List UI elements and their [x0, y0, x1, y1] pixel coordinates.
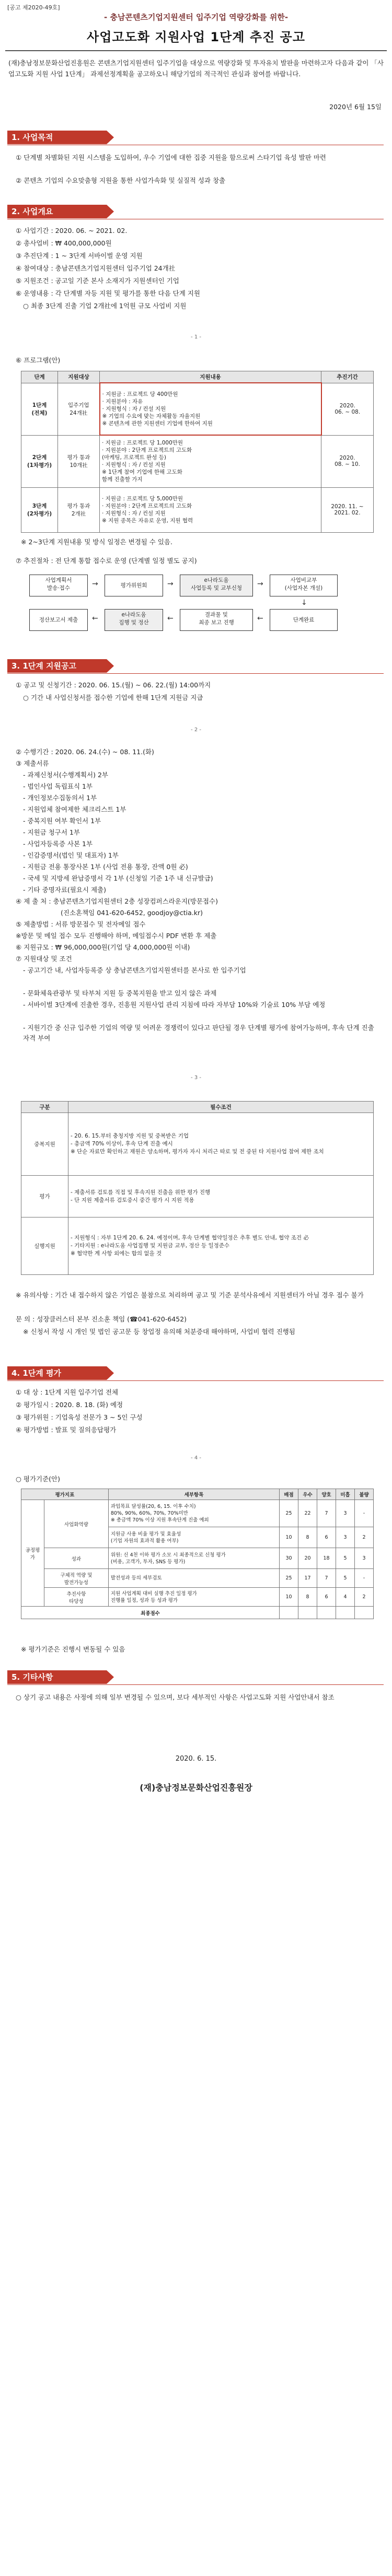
- table-row: 실행지원 - 지원형식 : 자부 1단계 20. 6. 24. 예정이며, 후속 단계별 협약일정은 추후 별도 안내, 협약 조건 必 - 기타지원 : e나라도움 사업집행 및 지원금 교부, 정산 등 일정준수 ※ 협약한 계 사항 외에는 합의 없을 것: [21, 1217, 374, 1275]
- table-header: 세부항목: [108, 1489, 279, 1500]
- table-row: 중복지원 - 20. 6. 15.부터 충청지방 지원 및 중복받은 기업 - 총금액 70% 이상이, 후속 단계 진출 예시 ※ 단순 자료만 확인하고 재원은 양소하며, 평가자 자시 처리근 따로 및 전 중된 타 지원사업 참여 제한 조치: [21, 1113, 374, 1176]
- notice-item: ○ 기간 내 사업신청서를 접수한 기업에 한해 1단계 지원금 지급: [23, 694, 203, 701]
- doc-item: - 사업자등록증 사본 1부: [23, 840, 93, 848]
- program-label: ⑥ 프로그램(안): [16, 356, 61, 364]
- section-title: 4. 1단계 평가: [7, 1366, 107, 1380]
- table-header: 불량: [355, 1489, 374, 1500]
- doc-item: - 개인정보수집동의서 1부: [23, 794, 97, 802]
- table-row: 최종점수: [21, 1607, 374, 1619]
- section-notice-heading: [7, 659, 117, 675]
- page-number: - 1 -: [191, 334, 201, 340]
- flow-label: ⑦ 추진절차 : 전 단계 통합 접수로 운영 (단계별 일정 별도 공지): [16, 557, 197, 565]
- doc-item: - 국세 및 지방세 완납증명서 각 1부 (신청일 기준 1주 내 신규발급): [23, 874, 213, 882]
- notice-header: [0, 11, 392, 45]
- doc-item: - 지원금 청구서 1부: [23, 828, 80, 836]
- table-header: 미흡: [336, 1489, 355, 1500]
- eval-note: ※ 평가기준은 진행시 변동될 수 있음: [21, 1645, 125, 1653]
- notice-title: 사업고도화 지원사업 1단계 추진 공고: [87, 30, 305, 44]
- doc-item: - 중복지원 여부 확인서 1부: [23, 817, 101, 825]
- overview-item: ② 총사업비 : ₩ 400,000,000원: [16, 239, 112, 247]
- etc-item: ○ 상기 공고 내용은 사정에 의해 일부 변경될 수 있으며, 보다 세부적인 사항은 사업고도화 지원 사업안내서 참조: [16, 1693, 335, 1701]
- overview-item: ③ 추진단계 : 1 ~ 3단계 서바이벌 운영 지원: [16, 252, 143, 260]
- table-header: 우수: [298, 1489, 317, 1500]
- doc-item: - 인감증명서(법인 및 대표자) 1부: [23, 851, 119, 859]
- flow-step: 사업비교부 (사업자본 개설): [270, 575, 338, 596]
- section-purpose-heading: [7, 131, 117, 146]
- table-row: 평가 - 제출서류 검토를 직접 및 후속지원 진출을 위한 평가 진행 - 단 지원 제출서류 검토중시 중간 평가 시 지원 적용: [21, 1176, 374, 1217]
- flow-step: 사업계획서 발송·접수: [29, 575, 88, 596]
- purpose-item: ① 단계별 차별화된 지원 시스템을 도입하여, 우수 기업에 대한 집중 지원을 함으로써 스타기업 육성 발판 마련: [16, 154, 327, 161]
- notice-date: 2020년 6월 15일: [329, 103, 382, 111]
- doc-item: - 법인사업 독립표식 1부: [23, 782, 93, 790]
- flow-step: 평가위원회: [105, 575, 163, 596]
- section-overview-heading: [7, 205, 117, 220]
- overview-item: ⑤ 지원조건 : 공고일 기준 본사 소재지가 지원센터인 기업: [16, 277, 179, 285]
- table-header: 평가지표: [21, 1489, 109, 1500]
- page-number: - 3 -: [191, 1075, 201, 1081]
- table-row: 성과 위원: 신 4천 이하 평가 소모 시 최종적으로 신청 평가 (비용, 고객가, 투자, SNS 등 평가) 30 20 18 5 3: [21, 1548, 374, 1569]
- arrow-right-icon: →: [167, 580, 174, 588]
- table-header: 추진기간: [321, 371, 374, 383]
- doc-item: - 기타 중명자료(필요시 제출): [23, 886, 107, 894]
- closing-date: 2020. 6. 15.: [175, 1755, 217, 1763]
- section-title: 5. 기타사항: [7, 1670, 107, 1684]
- overview-item: ① 사업기간 : 2020. 06. ~ 2021. 02.: [16, 227, 128, 235]
- notice-number: [공고 제2020-49호]: [7, 4, 60, 11]
- table-row: 추진사항 타당성 지원 사업계획 대비 실행 추진 일정 평가 진행률 일정, 성과 등 성과 평가 10 8 6 4 2: [21, 1588, 374, 1607]
- overview-item: ⑥ 운영내용 : 각 단계별 자등 지원 및 평가를 통한 다음 단계 지원: [16, 289, 200, 297]
- arrow-right-icon: →: [257, 580, 263, 588]
- table-row: 2단계 (1차평가) 평가 통과 10개社 · 지원금 : 프로젝트 당 1,000만원 · 지원분야 : 2단계 프로젝트의 고도화 (마케팅, 프로젝트 완성 등) · 지원형식 : 자 / 컨설 지원 ※ 1단계 참여 기업에 한해 고도화 함께 진출할 가지 2020. 08. ~ 10.: [21, 435, 374, 487]
- detail-item: ※방문 및 메일 접수 모두 진행해야 하며, 메일접수시 PDF 변환 후 제출: [16, 932, 217, 940]
- condition-item: - 지원기간 중 신규 입주한 기업의 역량 및 어려운 경쟁력이 있다고 판단될 경우 단계별 평가에 참여가능하며, 후속 단계 진출 자격 부여: [23, 1024, 374, 1042]
- flow-step: e나라도움 집행 및 정산: [105, 609, 163, 631]
- section-title: 1. 사업목적: [7, 131, 107, 144]
- table-header: 지원내용: [100, 371, 321, 383]
- notice-subtitle: - 충남콘텐츠기업지원센터 입주기업 역량강화를 위한-: [103, 13, 289, 22]
- detail-item: ④ 제 출 처 : 충남콘텐츠기업지원센터 2층 성장컴퍼스라운지(방문접수): [16, 897, 218, 905]
- conditions-table: [21, 1101, 374, 1275]
- table-row: 1단계 (전체) 입주기업 24개社 · 지원금 : 프로젝트 당 400만원 · 지원분야 : 자유 · 지원형식 : 자 / 컨설 지원 ※ 기업의 수요에 맞는 자체활동 자율지원 ※ 콘텐츠에 관한 지원센터 기업에 한하여 지원 2020. 06. ~ 08.: [21, 383, 374, 435]
- detail-item: ⑥ 지원규모 : ₩ 96,000,000원(기업 당 4,000,000원 이내): [16, 943, 190, 951]
- table-row: 3단계 (2차평가) 평가 통과 2개社 · 지원금 : 프로젝트 당 5,000만원 · 지원분야 : 2단계 프로젝트의 고도화 · 지원형식 : 자 / 컨설 지원 ※ 지원 종목은 자유로 운영, 지원 협력 2020. 11. ~ 2021. 02.: [21, 487, 374, 532]
- detail-item: ⑤ 제출방법 : 서류 방문접수 및 전자메일 접수: [16, 920, 146, 928]
- doc-item: - 지원금 전용 통장사본 1부 (사업 전용 통장, 잔액 0원 必): [23, 863, 188, 871]
- section-title: 3. 1단계 지원공고: [7, 659, 107, 673]
- table-row: 지원금 사용 비율 평가 및 효율성 (기업 자원의 효과적 활용 여부) 10 8 6 3 2: [21, 1527, 374, 1548]
- page-number: - 4 -: [191, 1455, 201, 1461]
- title-divider: [5, 50, 387, 51]
- contact-note: 문 의 : 성장클러스터 본부 진소훈 책임 (☎041-620-6452): [16, 1315, 187, 1323]
- condition-item: - 서바이벌 3단계에 진출한 경우, 진흥원 지원사업 관리 지침에 따라 자부담 10%와 기술료 10% 부담 예정: [23, 1001, 326, 1009]
- page-number: - 2 -: [191, 727, 201, 733]
- caution-note: ※ 신청서 작성 시 개인 및 법인 공고문 등 창업정 유의해 처분증대 해야하며, 사업비 협력 진행됨: [23, 1328, 295, 1336]
- arrow-left-icon: ←: [167, 614, 174, 623]
- evaluation-item: ② 평가일시 : 2020. 8. 18. (화) 예정: [16, 1401, 123, 1409]
- table-header: 배점: [280, 1489, 298, 1500]
- table-header: 양호: [317, 1489, 336, 1500]
- arrow-down-icon: ↓: [301, 599, 307, 607]
- flow-step: e나라도움 사업등록 및 교부신청: [180, 575, 253, 596]
- section-evaluation-heading: [7, 1366, 117, 1382]
- flow-step: 정산보고서 제출: [29, 609, 88, 631]
- detail-item: ③ 제출서류: [16, 759, 49, 767]
- section-title: 2. 사업개요: [7, 205, 107, 218]
- condition-item: - 문화체육관광부 및 타부처 지원 등 중복지원을 받고 있지 않은 과제: [23, 989, 217, 997]
- condition-item: - 공고기간 내, 사업자등록증 상 충남콘텐츠기업지원센터를 본사로 한 입주기업: [23, 966, 246, 974]
- detail-item: (진소혼책임 041-620-6452, goodjoy@ctia.kr): [61, 909, 203, 917]
- section-etc-heading: [7, 1670, 117, 1686]
- program-table: [21, 371, 374, 533]
- detail-item: ⑦ 지원대상 및 조건: [16, 955, 72, 963]
- table-header: 지원대상: [58, 371, 100, 383]
- arrow-left-icon: ←: [92, 614, 98, 623]
- doc-item: - 지원업체 참여제한 체크리스트 1부: [23, 805, 126, 813]
- table-header: 단계: [21, 371, 58, 383]
- overview-item: ○ 최종 3단계 진출 기업 2개社에 1억원 규모 사업비 지원: [23, 302, 187, 310]
- evaluation-item: ③ 평가위원 : 기업육성 전문가 3 ~ 5인 구성: [16, 1413, 143, 1421]
- table-header: 필수조건: [68, 1102, 374, 1113]
- notice-item: ① 공고 및 신청기간 : 2020. 06. 15.(월) ~ 06. 22.(월) 14:00까지: [16, 681, 211, 689]
- table-row: 구체적 역량 및 발전가능성 발전성과 등의 세부검토 25 17 7 5 -: [21, 1569, 374, 1588]
- overview-item: ④ 참여대상 : 충남콘텐츠기업지원센터 입주기업 24개社: [16, 264, 176, 272]
- doc-item: - 과제신청서(수행계획서) 2부: [23, 771, 108, 779]
- intro-paragraph: (재)충남정보문화산업진흥원은 콘텐츠기업지원센터 입주기업을 대상으로 역량강화 및 투자유치 발판을 마련하고자 다음과 같이 「사업고도화 지원 사업 1단계」 과제선정계획을 공고하오니 해당기업의 적극적인 관심과 참여를 바랍니다.: [8, 59, 384, 78]
- arrow-left-icon: ←: [257, 614, 263, 623]
- program-note: ※ 2~3단계 지원내용 및 방식 일정은 변경될 수 있음.: [21, 538, 172, 546]
- evaluation-table: [21, 1489, 374, 1619]
- purpose-item: ② 콘텐츠 기업의 수요맞춤형 지원을 통한 사업가속화 및 실질적 성과 창출: [16, 177, 226, 184]
- flow-step: 결과물 및 최종 보고 진행: [180, 609, 253, 631]
- closing-organization: (재)충남정보문화산업진흥원장: [140, 1783, 252, 1793]
- detail-item: ② 수행기간 : 2020. 06. 24.(수) ~ 08. 11.(화): [16, 748, 154, 756]
- table-header: 구분: [21, 1102, 68, 1113]
- evaluation-item: ① 대 상 : 1단계 지원 입주기업 전체: [16, 1388, 119, 1396]
- table-row: 공정평가 사업화역량 과업목표 달성률(20, 6, 15. 이후 수치) 80%, 90%, 60%, 70%, 70%미만 ※ 총금액 70% 이상 지원 후속단계 진출 예외 25 22 7 3 -: [21, 1500, 374, 1527]
- flow-step: 단계완료: [270, 609, 338, 631]
- eval-label: ○ 평가기준(안): [16, 1475, 61, 1483]
- evaluation-item: ④ 평가방법 : 발표 및 질의응답평가: [16, 1426, 117, 1434]
- arrow-right-icon: →: [92, 580, 98, 588]
- caution-note: ※ 유의사항 : 기간 내 접수하지 않은 기업은 불참으로 처리하며 공고 및 기준 분석사유에서 지원센터가 아닐 경우 접수 불가: [16, 1291, 364, 1299]
